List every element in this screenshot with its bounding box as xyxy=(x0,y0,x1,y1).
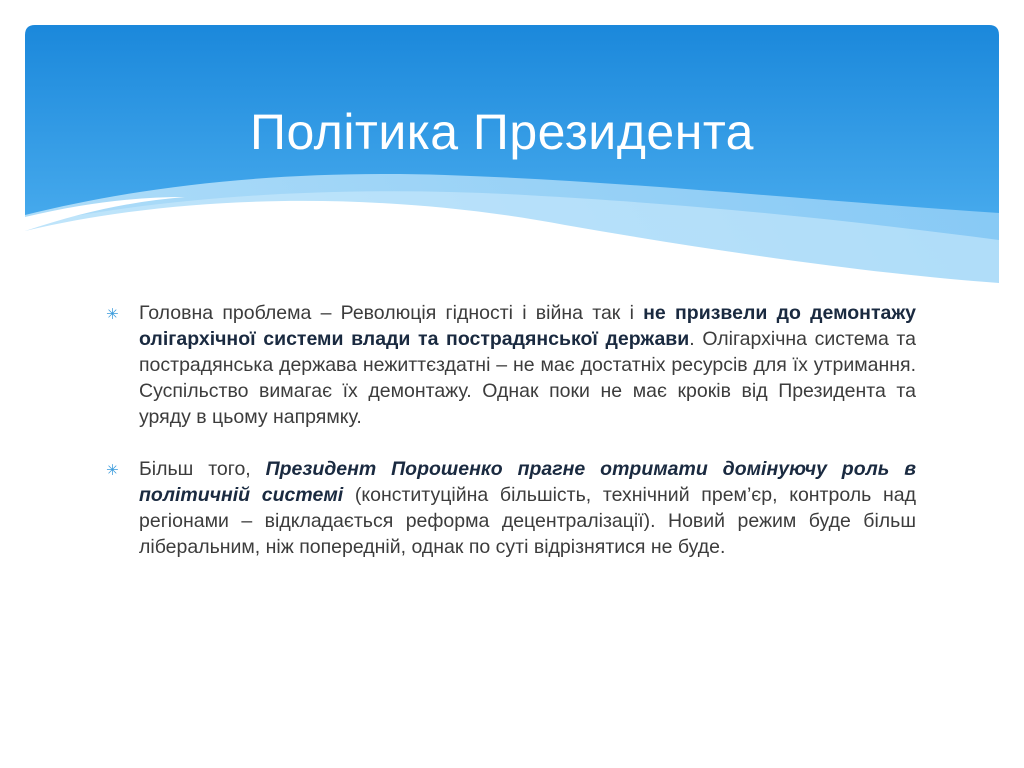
bold-text-segment: не призвели до демонтажу олігархічної системи влади та пострадянської держави xyxy=(139,302,917,350)
bullet-list xyxy=(106,300,916,586)
bullet-text xyxy=(139,456,916,560)
bullet-item xyxy=(106,456,916,560)
text-segment: . Олігархічна система та пострадянська держава нежиттєздатні – не має достатніх ресурсів для їх утримання. Суспільство вимагає їх демонтажу. Однак поки не має кроків від Президента та уряду в цьому напрямку. xyxy=(139,328,916,428)
text-segment: Більш того, xyxy=(139,458,266,480)
bullet-item xyxy=(106,300,916,430)
slide-title: Політика Президента xyxy=(250,104,754,160)
bullet-text xyxy=(139,300,916,430)
text-segment: (конституційна більшість, технічний прем’єр, контроль над регіонами – відкладається реформа децентралізації). Новий режим буде більш ліберальним, ніж попередній, однак по суті відрізнятися не буде. xyxy=(139,484,916,558)
text-segment: Головна проблема – Революція гідності і війна так і xyxy=(139,302,644,324)
bold-italic-text-segment: Президент Порошенко прагне отримати домінуючу роль в політичній системі xyxy=(139,458,917,506)
title-banner xyxy=(25,25,999,291)
asterisk-bullet-icon: ✳ xyxy=(106,305,119,323)
asterisk-bullet-icon: ✳ xyxy=(106,461,119,479)
